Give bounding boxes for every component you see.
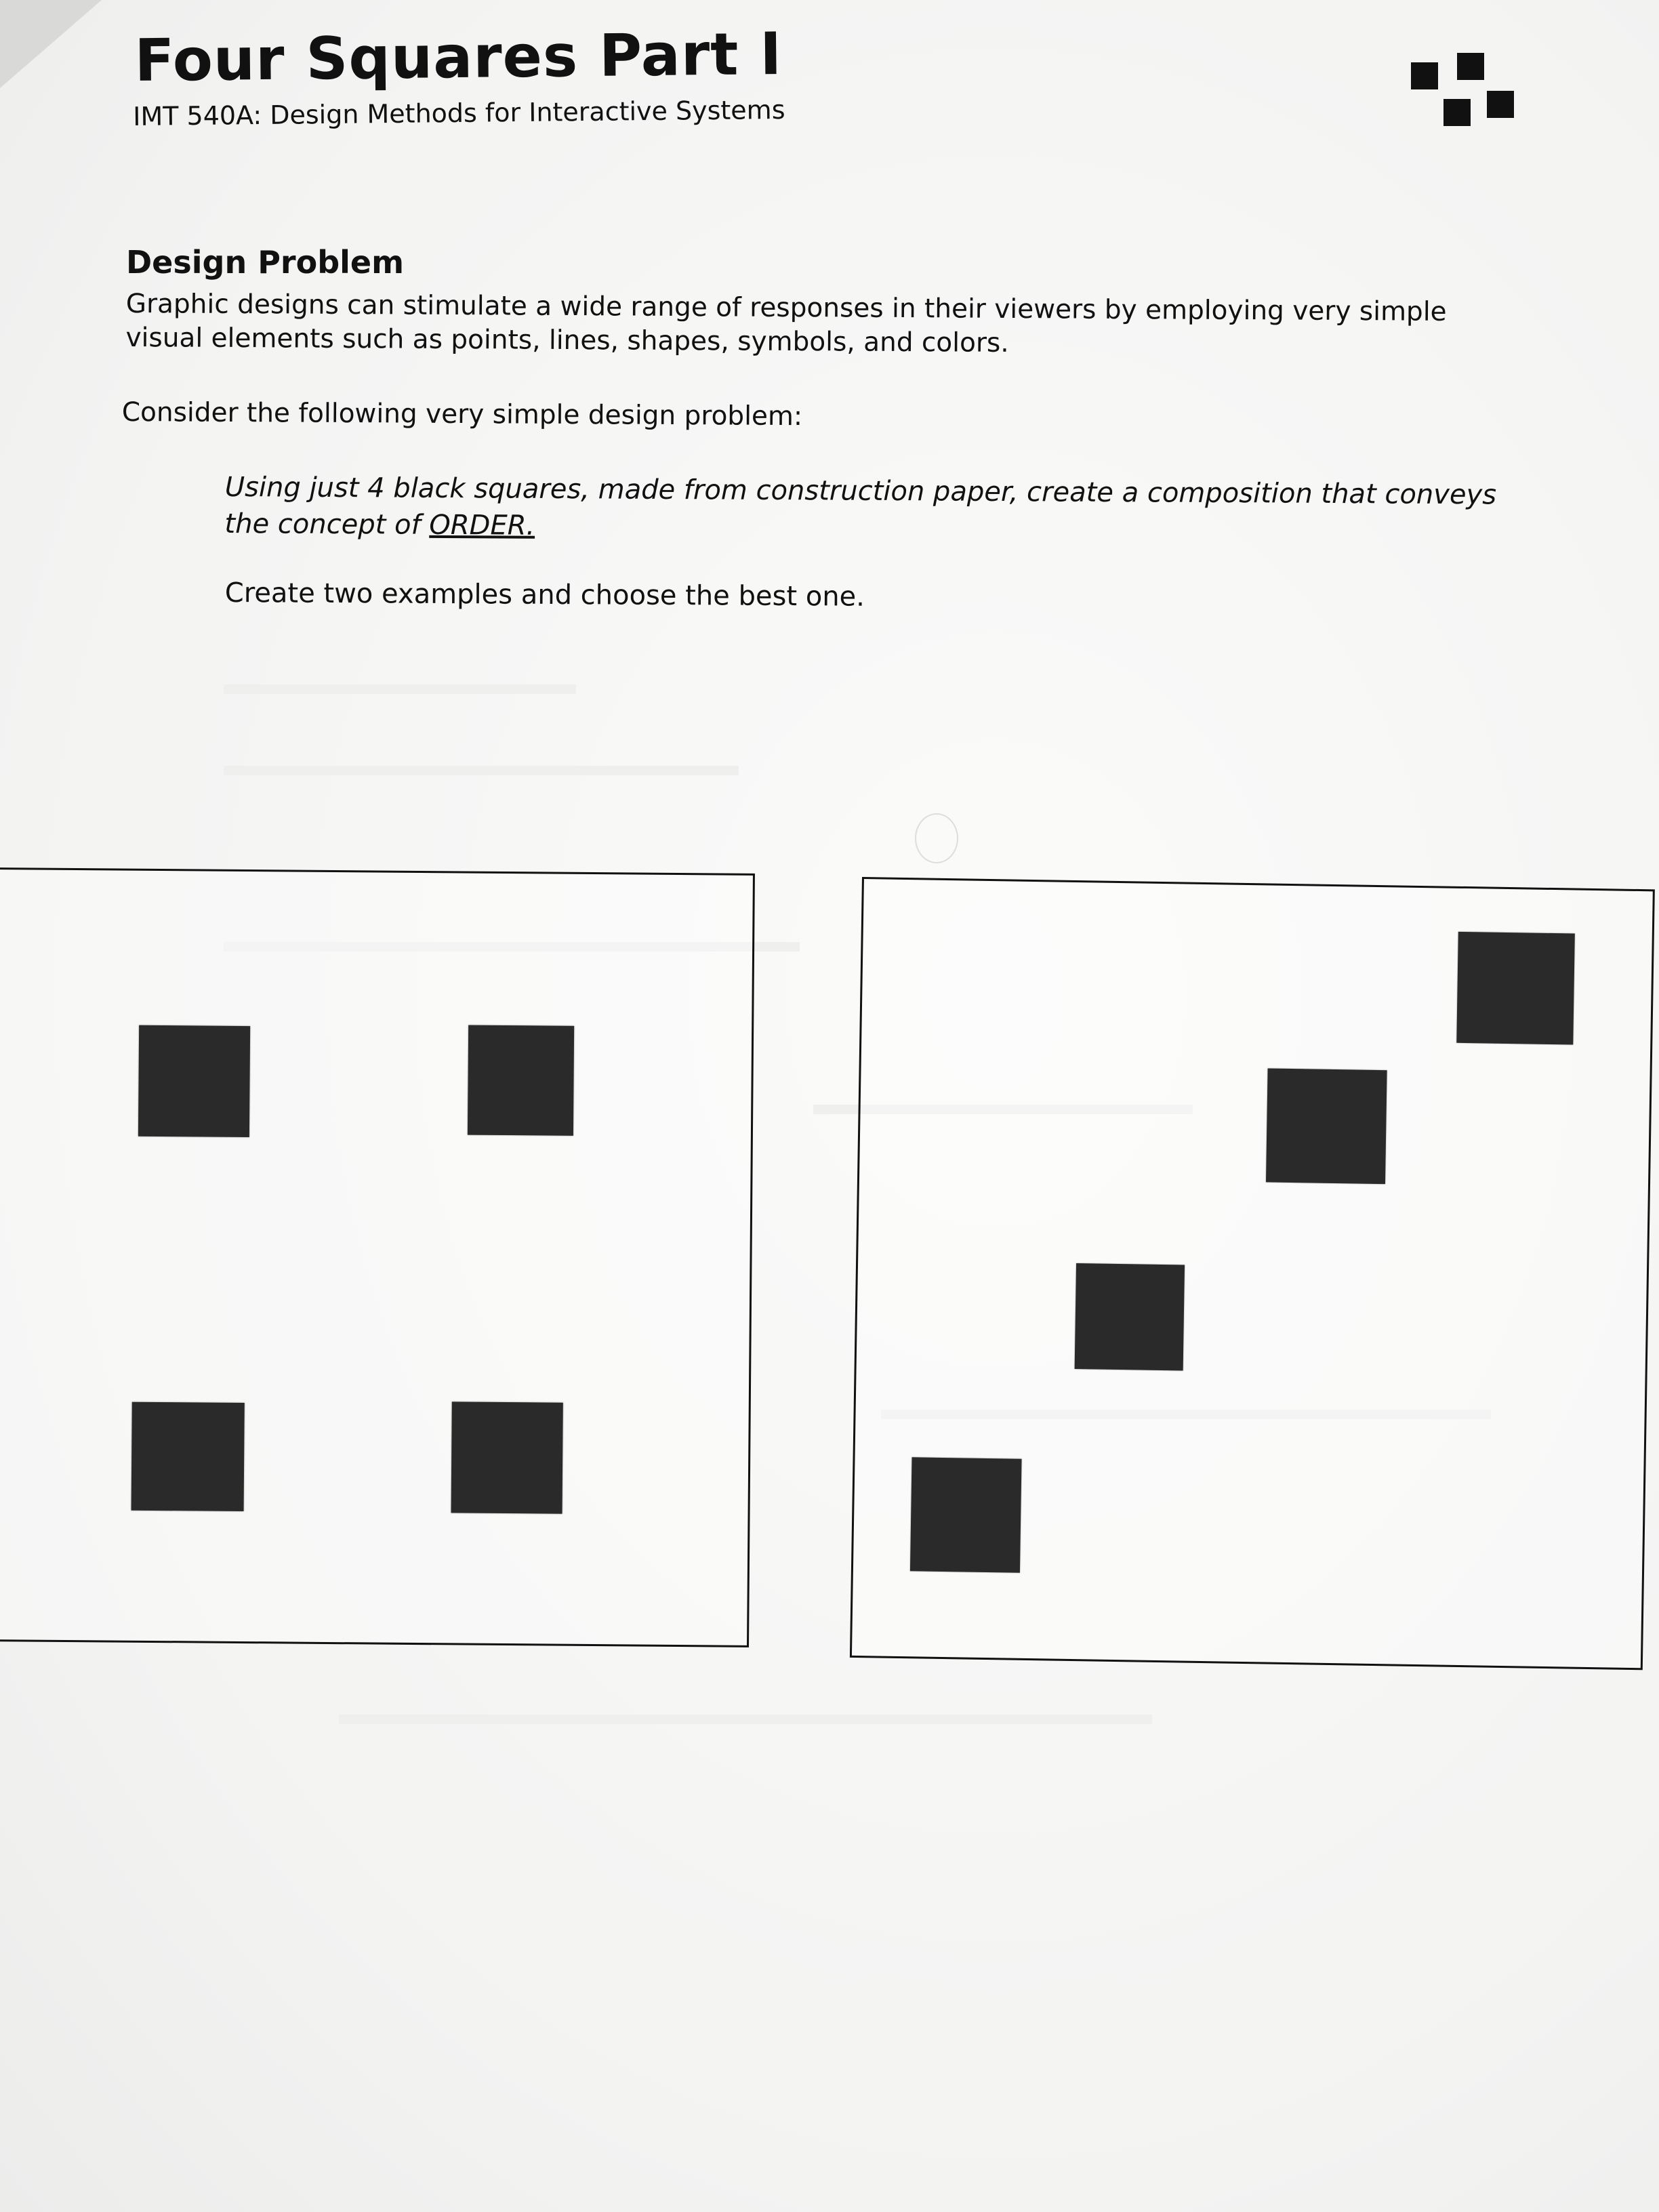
prompt-line — [224, 506, 1496, 550]
page-title: Four Squares Part I — [134, 20, 783, 95]
black-square — [468, 1025, 574, 1136]
black-square — [1456, 932, 1575, 1045]
show-through-line — [224, 684, 576, 694]
black-square — [910, 1457, 1022, 1573]
black-square — [1266, 1068, 1387, 1184]
show-through-line — [339, 1715, 1152, 1724]
consider-text: Consider the following very simple design problem: — [121, 396, 803, 432]
logo-square — [1443, 99, 1471, 126]
black-square — [131, 1402, 245, 1511]
design-prompt — [224, 469, 1496, 550]
prompt-line: Using just 4 black squares, made from construction paper, create a composition that conveys — [224, 471, 1497, 511]
intro-line: Graphic designs can stimulate a wide range of responses in their viewers by employing very simple — [125, 288, 1447, 327]
black-square — [451, 1401, 563, 1513]
page-corner-fold — [0, 0, 102, 88]
example-panel-2 — [850, 877, 1655, 1670]
prompt-concept: ORDER. — [429, 509, 535, 541]
black-square — [138, 1025, 250, 1137]
example-panel-1 — [0, 867, 755, 1647]
logo-square — [1411, 62, 1438, 89]
prompt-prefix: the concept of — [224, 508, 430, 541]
instruction-text: Create two examples and choose the best one. — [224, 577, 865, 613]
logo-square — [1487, 91, 1514, 118]
pencil-doodle — [915, 813, 958, 863]
intro-paragraph — [125, 287, 1446, 363]
black-square — [1075, 1263, 1185, 1370]
four-squares-logo-icon — [1410, 49, 1518, 130]
course-subtitle: IMT 540A: Design Methods for Interactive Systems — [133, 94, 785, 131]
intro-line: visual elements such as points, lines, shapes, symbols, and colors. — [125, 322, 1009, 359]
section-heading: Design Problem — [126, 244, 405, 281]
logo-square — [1457, 53, 1484, 80]
show-through-line — [224, 766, 739, 775]
